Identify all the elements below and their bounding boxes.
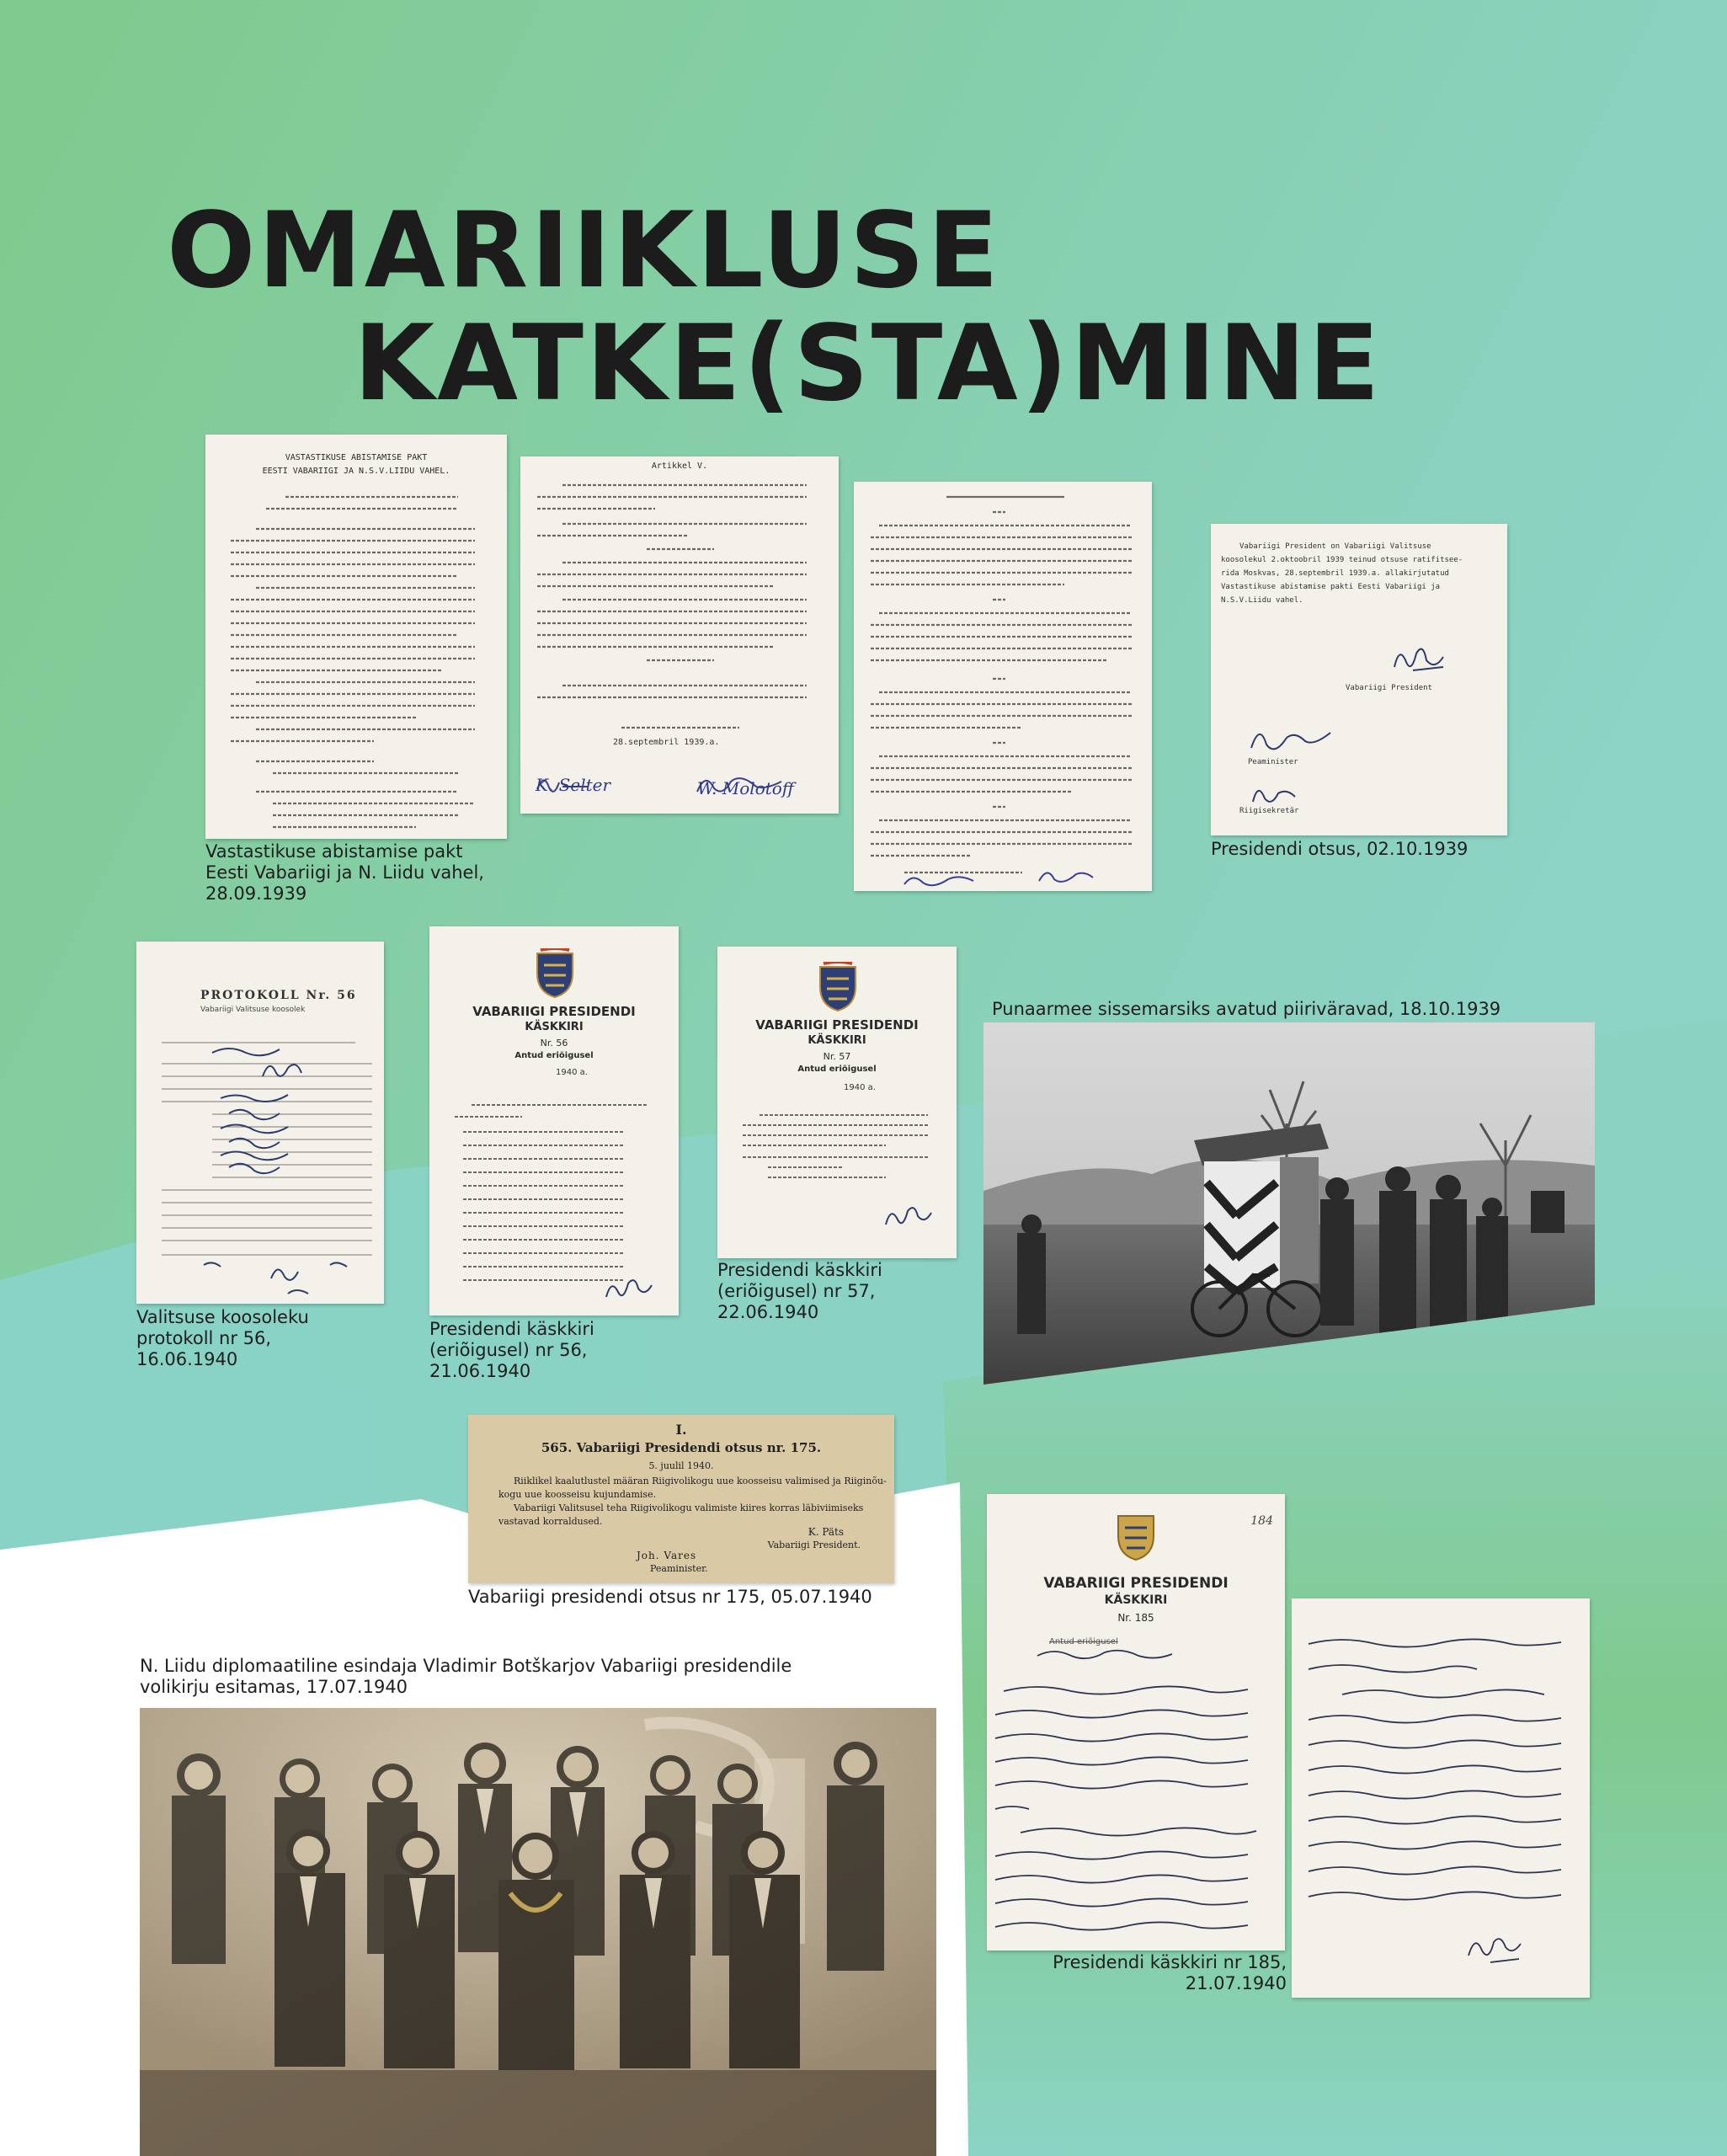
protocol-56-doc bbox=[136, 942, 384, 1304]
order56-number: Nr. 56 bbox=[540, 1038, 568, 1049]
order57-year: 1940 a. bbox=[844, 1083, 876, 1092]
decision-line-3: rida Moskvas, 28.septembril 1939.a. allakirjutatud bbox=[1221, 569, 1449, 578]
decision-role-peaminister: Peaminister bbox=[1248, 758, 1298, 766]
decree-date: 5. juulil 1940. bbox=[648, 1460, 714, 1471]
decree-body-3: Vabariigi Valitsusel teha Riigivolikogu valimiste kiires korras läbiviimiseks bbox=[514, 1502, 864, 1513]
decree-body-4: vastavad korraldused. bbox=[498, 1516, 603, 1527]
order185-page-2-handwriting bbox=[1292, 1598, 1590, 1998]
pact-signature-molotov: W. Molotoff bbox=[697, 778, 794, 798]
decision-role-president: Vabariigi President bbox=[1346, 684, 1432, 692]
pact-page-2 bbox=[520, 456, 839, 814]
decree-body-1: Riiklikel kaalutlustel määran Riigivolikogu uue koosseisu valimised ja Riiginõu- bbox=[514, 1476, 887, 1486]
decree-heading: 565. Vabariigi Presidendi otsus nr. 175. bbox=[541, 1440, 822, 1455]
order57-body bbox=[717, 947, 957, 1258]
envoy-group-photo bbox=[140, 1708, 936, 2156]
pact-article-v: Artikkel V. bbox=[651, 462, 708, 471]
order-185-page-2 bbox=[1292, 1598, 1590, 1998]
order-56-doc bbox=[429, 926, 679, 1315]
decree-sign-pats: K. Päts bbox=[808, 1526, 844, 1538]
decision-signature-pats bbox=[1388, 642, 1455, 684]
decree-sign-pats-role: Vabariigi President. bbox=[767, 1540, 861, 1550]
order185-title-2: KÄSKKIRI bbox=[1104, 1593, 1168, 1607]
pact-heading-2: EESTI VABARIIGI JA N.S.V.LIIDU VAHEL. bbox=[262, 467, 450, 476]
caption-decision175: Vabariigi presidendi otsus nr 175, 05.07.1940 bbox=[468, 1587, 872, 1607]
page-title-line1: OMARIIKLUSE bbox=[167, 190, 1001, 312]
caption-order185: Presidendi käskkiri nr 185, 21.07.1940 bbox=[1053, 1952, 1287, 1993]
decision-signature-secretary bbox=[1245, 776, 1312, 810]
order185-title-1: VABARIIGI PRESIDENDI bbox=[1043, 1575, 1229, 1592]
order56-year: 1940 a. bbox=[556, 1068, 588, 1077]
protocol-title: PROTOKOLL Nr. 56 bbox=[200, 989, 357, 1002]
pact-date: 28.septembril 1939.a. bbox=[613, 738, 720, 747]
decision-line-1: Vabariigi President on Vabariigi Valitsuse bbox=[1239, 542, 1431, 551]
order56-title-1: VABARIIGI PRESIDENDI bbox=[472, 1004, 636, 1019]
order185-page-number: 184 bbox=[1250, 1514, 1273, 1528]
decision-line-2: koosolekul 2.oktoobril 1939 teinud otsuse ratifitsee- bbox=[1221, 556, 1463, 564]
pact-page-2-text bbox=[520, 456, 839, 814]
decree-175-clipping bbox=[468, 1415, 894, 1583]
pact-russian-page bbox=[854, 482, 1152, 891]
order185-number: Nr. 185 bbox=[1117, 1612, 1154, 1624]
decision-line-4: Vastastikuse abistamise pakti Eesti Vabariigi ja bbox=[1221, 583, 1441, 591]
order57-number: Nr. 57 bbox=[823, 1051, 851, 1062]
order57-title-1: VABARIIGI PRESIDENDI bbox=[755, 1017, 919, 1033]
pact-page-1 bbox=[205, 435, 507, 839]
pact-russian-text bbox=[854, 482, 1152, 891]
decree-sign-vares: Joh. Vares bbox=[637, 1550, 697, 1561]
protocol-form-lines bbox=[136, 942, 384, 1304]
order-185-page-1 bbox=[987, 1494, 1285, 1951]
caption-order57: Presidendi käskkiri (eriõigusel) nr 57, 22.06.1940 bbox=[717, 1260, 882, 1322]
decree-body-2: kogu uue koosseisu kujundamise. bbox=[498, 1489, 657, 1500]
order-57-doc bbox=[717, 947, 957, 1258]
order56-subtitle: Antud eriõigusel bbox=[514, 1051, 594, 1060]
caption-border: Punaarmee sissemarsiks avatud piiriväravad, 18.10.1939 bbox=[992, 999, 1501, 1019]
decision-role-secretary: Riigisekretär bbox=[1239, 807, 1299, 815]
order57-title-2: KÄSKKIRI bbox=[808, 1034, 866, 1047]
decree-sign-vares-role: Peaminister. bbox=[650, 1563, 708, 1574]
pact-page-1-text bbox=[205, 435, 507, 839]
caption-order56: Presidendi käskkiri (eriõigusel) nr 56, 21.06.1940 bbox=[429, 1319, 594, 1381]
caption-envoy: N. Liidu diplomaatiline esindaja Vladimir Botškarjov Vabariigi presidendile volikirju esitamas, 17.07.1940 bbox=[140, 1656, 792, 1697]
order57-subtitle: Antud eriõigusel bbox=[797, 1065, 877, 1074]
pact-signature-selter: K. Selter bbox=[536, 775, 611, 795]
caption-protocol: Valitsuse koosoleku protokoll nr 56, 16.06.1940 bbox=[136, 1307, 309, 1369]
page-title-line2: KATKE(STA)MINE bbox=[354, 303, 1383, 424]
decree-roman: I. bbox=[675, 1422, 687, 1438]
president-decision-doc bbox=[1211, 524, 1507, 835]
order56-body bbox=[429, 926, 679, 1315]
pact-heading-1: VASTASTIKUSE ABISTAMISE PAKT bbox=[285, 453, 428, 462]
order185-handwriting bbox=[987, 1494, 1285, 1951]
order185-subtitle: Antud eriõigusel bbox=[1049, 1637, 1118, 1646]
order56-title-2: KÄSKKIRI bbox=[525, 1021, 584, 1033]
protocol-subtitle: Vabariigi Valitsuse koosolek bbox=[200, 1006, 306, 1014]
decision-line-5: N.S.V.Liidu vahel. bbox=[1221, 596, 1303, 605]
caption-pact: Vastastikuse abistamise pakt Eesti Vabariigi ja N. Liidu vahel, 28.09.1939 bbox=[205, 841, 484, 904]
caption-president-decision: Presidendi otsus, 02.10.1939 bbox=[1211, 839, 1468, 859]
